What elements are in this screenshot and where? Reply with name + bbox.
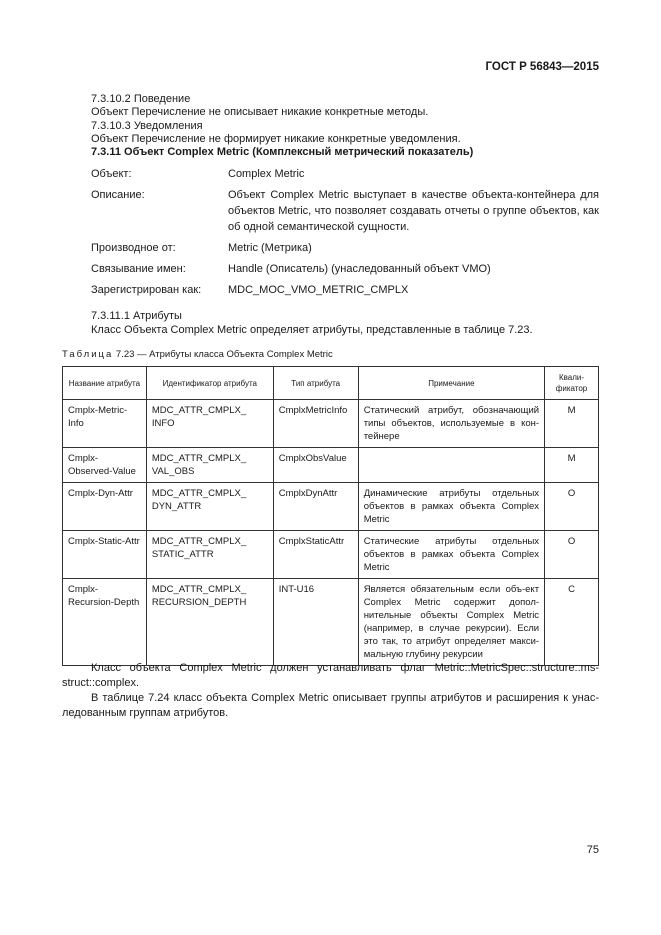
- definition-list: [91, 166, 599, 303]
- definition-row: [91, 187, 599, 235]
- definition-key: Зарегистрирован как:: [91, 284, 202, 296]
- header-type: Тип атрибута: [273, 367, 358, 400]
- cell-name: Cmplx-Dyn-Attr: [63, 483, 147, 531]
- footer-paragraph-2: В таблице 7.24 класс объекта Complex Metric описывает группы атрибутов и расширения к унас-ледованным группам атрибутов.: [62, 692, 599, 719]
- table-row: [63, 531, 599, 579]
- definition-value: Объект Complex Metric выступает в качестве объекта-контейнера для объектов Metric, что позволяет создавать отчеты о группе объектов, как об одной семантической сущности.: [228, 189, 599, 233]
- table-caption: [62, 349, 333, 360]
- attributes-text: Класс Объекта Complex Metric определяет атрибуты, представленные в таблице 7.23.: [91, 324, 533, 336]
- table-caption-prefix: Таблица: [62, 349, 114, 360]
- page-number: 75: [586, 844, 599, 856]
- footer-paragraphs: [62, 661, 599, 721]
- section-notify-title: 7.3.10.3 Уведомления: [91, 120, 203, 132]
- cell-qualifier: C: [545, 579, 599, 666]
- definition-key: Описание:: [91, 189, 145, 201]
- cell-type: CmplxObsValue: [273, 448, 358, 483]
- cell-qualifier: O: [545, 483, 599, 531]
- definition-value: Complex Metric: [228, 168, 305, 180]
- attributes-table: [62, 366, 599, 666]
- cell-id: MDC_ATTR_CMPLX_ RECURSION_DEPTH: [146, 579, 273, 666]
- definition-key: Объект:: [91, 168, 132, 180]
- table-caption-text: 7.23 — Атрибуты класса Объекта Complex Metric: [115, 349, 333, 360]
- cell-name: Cmplx-Observed-Value: [63, 448, 147, 483]
- cell-id: MDC_ATTR_CMPLX_ VAL_OBS: [146, 448, 273, 483]
- cell-qualifier: M: [545, 448, 599, 483]
- definition-value: MDC_MOC_VMO_METRIC_CMPLX: [228, 284, 409, 296]
- cell-note: Статический атрибут, обозначающий типы объектов, используемые в кон-тейнере: [358, 400, 544, 448]
- section-behavior-text: Объект Перечисление не описывает никакие конкретные методы.: [91, 106, 429, 118]
- cell-type: CmplxMetricInfo: [273, 400, 358, 448]
- cell-name: Cmplx-Static-Attr: [63, 531, 147, 579]
- cell-id: MDC_ATTR_CMPLX_ INFO: [146, 400, 273, 448]
- footer-paragraph-1: Класс объекта Complex Metric должен устанавливать флаг Metric::MetricSpec::structure::ms-struct::complex.: [62, 662, 599, 689]
- definition-row: [91, 240, 599, 256]
- table-row: [63, 400, 599, 448]
- cell-id: MDC_ATTR_CMPLX_ DYN_ATTR: [146, 483, 273, 531]
- section-behavior-title: 7.3.10.2 Поведение: [91, 93, 191, 105]
- section-object-title: 7.3.11 Объект Complex Metric (Комплексный метрический показатель): [91, 146, 474, 158]
- cell-type: CmplxStaticAttr: [273, 531, 358, 579]
- definition-value: Handle (Описатель) (унаследованный объект VMO): [228, 263, 491, 275]
- table-row: [63, 483, 599, 531]
- cell-qualifier: M: [545, 400, 599, 448]
- cell-name: Cmplx-Metric-Info: [63, 400, 147, 448]
- definition-row: [91, 261, 599, 277]
- attributes-title: 7.3.11.1 Атрибуты: [91, 310, 182, 322]
- cell-id: MDC_ATTR_CMPLX_ STATIC_ATTR: [146, 531, 273, 579]
- definition-row: [91, 166, 599, 182]
- cell-note: Статические атрибуты отдельных объектов в рамках объекта Complex Metric: [358, 531, 544, 579]
- header-qualifier: Квали-фикатор: [545, 367, 599, 400]
- definition-key: Связывание имен:: [91, 263, 186, 275]
- header-id: Идентификатор атрибута: [146, 367, 273, 400]
- standard-header: ГОСТ Р 56843—2015: [485, 61, 599, 73]
- header-note: Примечание: [358, 367, 544, 400]
- cell-note: Динамические атрибуты отдельных объектов в рамках объекта Complex Metric: [358, 483, 544, 531]
- cell-name: Cmplx-Recursion-Depth: [63, 579, 147, 666]
- cell-note: Является обязательным если объ-ект Complex Metric содержит допол-нительные объекты Complex Metric (например, в случае рекурсии). Если это так, то атрибут определяет макси-мальную глубину рекурсии: [358, 579, 544, 666]
- definition-row: [91, 282, 599, 298]
- header-name: Название атрибута: [63, 367, 147, 400]
- table-header-row: [63, 367, 599, 400]
- cell-note: [358, 448, 544, 483]
- section-notify-text: Объект Перечисление не формирует никакие конкретные уведомления.: [91, 133, 461, 145]
- definition-value: Metric (Метрика): [228, 242, 312, 254]
- cell-type: INT-U16: [273, 579, 358, 666]
- definition-key: Производное от:: [91, 242, 176, 254]
- cell-qualifier: O: [545, 531, 599, 579]
- table-row: [63, 579, 599, 666]
- cell-type: CmplxDynAttr: [273, 483, 358, 531]
- table-row: [63, 448, 599, 483]
